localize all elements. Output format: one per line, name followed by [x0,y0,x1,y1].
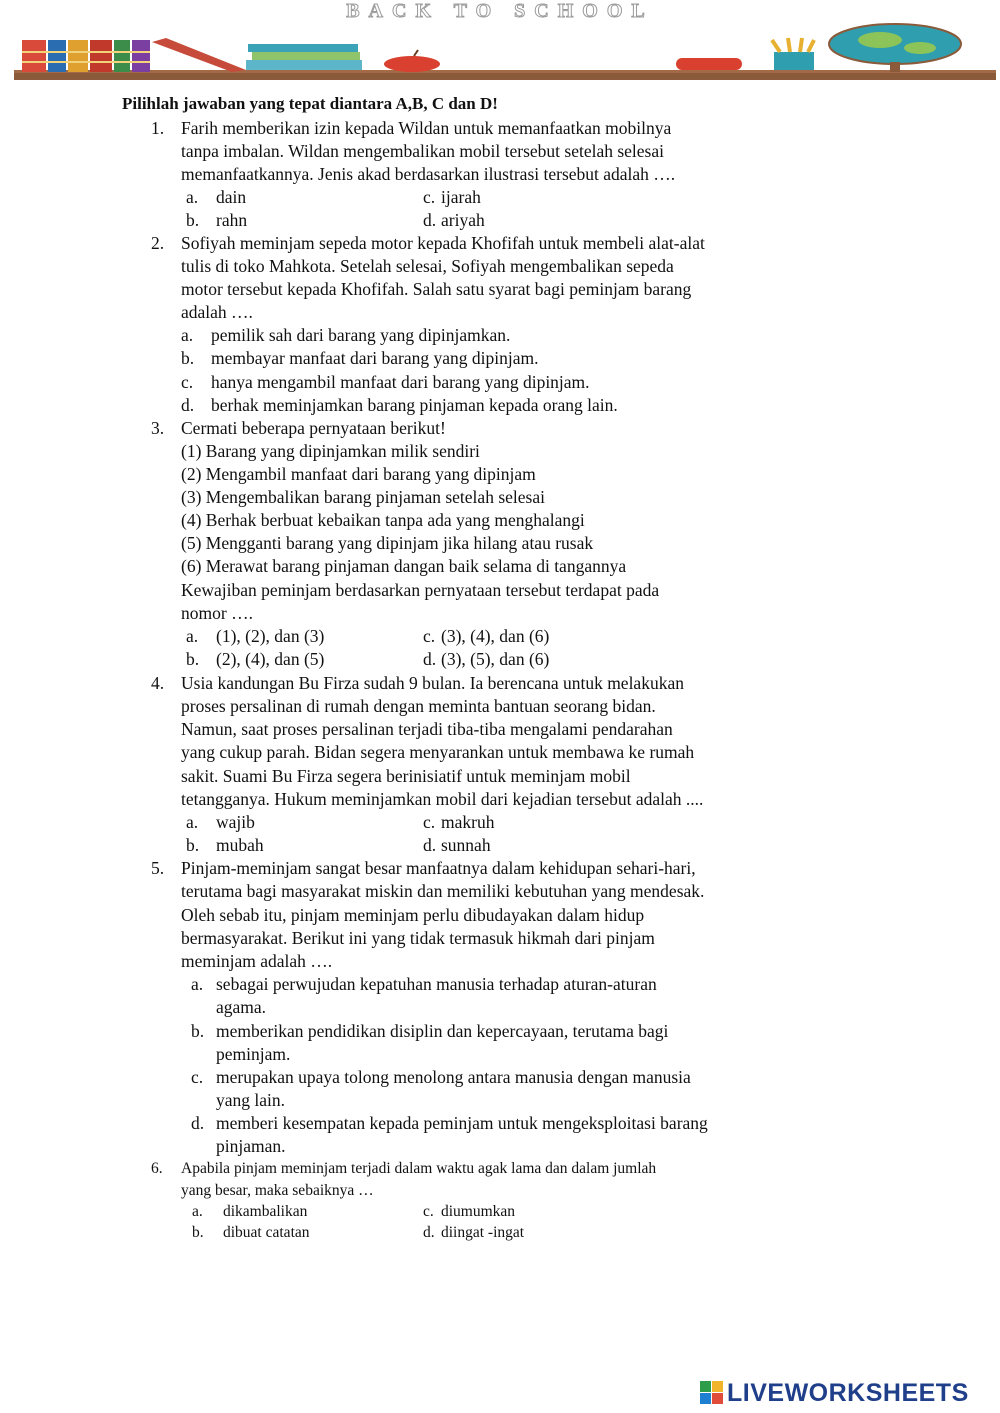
option-text[interactable]: wajib [216,812,255,832]
option-label: b. [186,210,200,230]
option-label: a. [181,325,194,345]
question-stem-line: nomor …. [181,603,253,623]
question-stem-line: tetangganya. Hukum meminjamkan mobil dari kejadian tersebut adalah .... [181,789,704,809]
question-stem-line: sakit. Suami Bu Firza segera berinisiatif untuk meminjam mobil [181,766,631,786]
option-text[interactable]: merupakan upaya tolong menolong antara manusia dengan manusia [216,1067,691,1087]
option-text[interactable]: berhak meminjamkan barang pinjaman kepada orang lain. [211,395,618,415]
option-text[interactable]: (3), (5), dan (6) [441,649,550,669]
option-text[interactable]: rahn [216,210,248,230]
question-stem-line: tulis di toko Mahkota. Setelah selesai, Sofiyah mengembalikan sepeda [181,256,674,276]
liveworksheets-logo [700,1378,969,1408]
option-text[interactable]: diumumkan [441,1203,516,1220]
question-number: 2. [151,233,165,253]
option-text[interactable]: ijarah [441,187,481,207]
question-number: 1. [151,118,165,138]
header-banner [0,0,1000,84]
logo-text: LIVEWORKSHEETS [727,1378,969,1407]
option-label: d. [181,395,195,415]
option-label: b. [186,649,200,669]
option-text[interactable]: sebagai perwujudan kepatuhan manusia terhadap aturan-aturan [216,974,657,994]
banner-title: BACK TO SCHOOL [346,0,654,22]
option-text[interactable]: dikambalikan [223,1203,308,1220]
question-stem-line: proses persalinan di rumah dengan meminta bantuan seorang bidan. [181,696,656,716]
statement: (1) Barang yang dipinjamkan milik sendiri [181,441,480,461]
logo-blocks-icon [700,1381,724,1405]
question-stem-line: yang cukup parah. Bidan segera menyarankan untuk membawa ke rumah [181,742,695,762]
option-text[interactable]: makruh [441,812,495,832]
option-text[interactable]: memberikan pendidikan disiplin dan kepercayaan, terutama bagi [216,1021,669,1041]
option-label: d. [423,835,437,855]
question-stem-line: terutama bagi masyarakat miskin dan memiliki kebutuhan yang mendesak. [181,881,705,901]
option-text[interactable]: pemilik sah dari barang yang dipinjamkan. [211,325,511,345]
option-text[interactable]: membayar manfaat dari barang yang dipinjam. [211,348,539,368]
statement: (5) Mengganti barang yang dipinjam jika hilang atau rusak [181,533,594,553]
option-label: c. [423,187,436,207]
question-stem-line: bermasyarakat. Berikut ini yang tidak termasuk hikmah dari pinjam [181,928,655,948]
question-number: 5. [151,858,165,878]
option-label: a. [186,187,199,207]
option-text[interactable]: hanya mengambil manfaat dari barang yang dipinjam. [211,372,590,392]
option-text[interactable]: sunnah [441,835,491,855]
option-text[interactable]: diingat -ingat [441,1224,525,1241]
question-number: 3. [151,418,165,438]
statement: (4) Berhak berbuat kebaikan tanpa ada yang menghalangi [181,510,585,530]
question-stem-line: memanfaatkannya. Jenis akad berdasarkan ilustrasi tersebut adalah …. [181,164,676,184]
option-label: c. [423,812,436,832]
option-label: b. [192,1224,204,1241]
option-text[interactable]: yang lain. [216,1090,286,1110]
question-stem-line: Usia kandungan Bu Firza sudah 9 bulan. Ia berencana untuk melakukan [181,673,684,693]
question-stem-line: motor tersebut kepada Khofifah. Salah satu syarat bagi peminjam barang [181,279,692,299]
option-label: c. [423,626,436,646]
question-stem-line: Kewajiban peminjam berdasarkan pernyataan tersebut terdapat pada [181,580,660,600]
option-label: b. [181,348,195,368]
option-label: a. [192,1203,203,1220]
option-label: a. [186,626,199,646]
question-stem-line: Sofiyah meminjam sepeda motor kepada Khofifah untuk membeli alat-alat [181,233,705,253]
option-label: d. [423,1224,435,1241]
question-intro: Cermati beberapa pernyataan berikut! [181,418,446,438]
option-label: a. [191,974,204,994]
option-label: b. [191,1021,205,1041]
option-label: d. [191,1113,205,1133]
option-text[interactable]: ariyah [441,210,485,230]
option-text[interactable]: dibuat catatan [223,1224,310,1241]
option-text[interactable]: (1), (2), dan (3) [216,626,325,646]
question-stem-line: yang besar, maka sebaiknya … [181,1182,374,1199]
option-text[interactable]: dain [216,187,247,207]
option-text[interactable]: memberi kesempatan kepada peminjam untuk mengeksploitasi barang [216,1113,708,1133]
statement: (2) Mengambil manfaat dari barang yang dipinjam [181,464,536,484]
question-stem-line: Farih memberikan izin kepada Wildan untuk memanfaatkan mobilnya [181,118,672,138]
option-label: a. [186,812,199,832]
option-text[interactable]: mubah [216,835,264,855]
option-label: b. [186,835,200,855]
question-stem-line: meminjam adalah …. [181,951,333,971]
option-label: c. [423,1203,434,1220]
question-stem-line: Oleh sebab itu, pinjam meminjam perlu dibudayakan dalam hidup [181,905,645,925]
option-label: d. [423,210,437,230]
option-label: c. [181,372,194,392]
question-number: 6. [151,1160,163,1177]
question-stem-line: Pinjam-meminjam sangat besar manfaatnya dalam kehidupan sehari-hari, [181,858,696,878]
option-text[interactable]: agama. [216,997,267,1017]
option-text[interactable]: (3), (4), dan (6) [441,626,550,646]
question-stem-line: adalah …. [181,302,253,322]
option-text[interactable]: (2), (4), dan (5) [216,649,325,669]
option-label: c. [191,1067,204,1087]
option-text[interactable]: peminjam. [216,1044,291,1064]
question-stem-line: tanpa imbalan. Wildan mengembalikan mobil tersebut setelah selesai [181,141,664,161]
instruction-heading: Pilihlah jawaban yang tepat diantara A,B, C dan D! [122,94,498,113]
question-stem-line: Apabila pinjam meminjam terjadi dalam waktu agak lama dan dalam jumlah [181,1160,657,1177]
question-number: 4. [151,673,165,693]
statement: (3) Mengembalikan barang pinjaman setelah selesai [181,487,545,507]
option-label: d. [423,649,437,669]
option-text[interactable]: pinjaman. [216,1136,286,1156]
question-stem-line: Namun, saat proses persalinan terjadi tiba-tiba mengalami pendarahan [181,719,673,739]
statement: (6) Merawat barang pinjaman dangan baik selama di tangannya [181,556,627,576]
